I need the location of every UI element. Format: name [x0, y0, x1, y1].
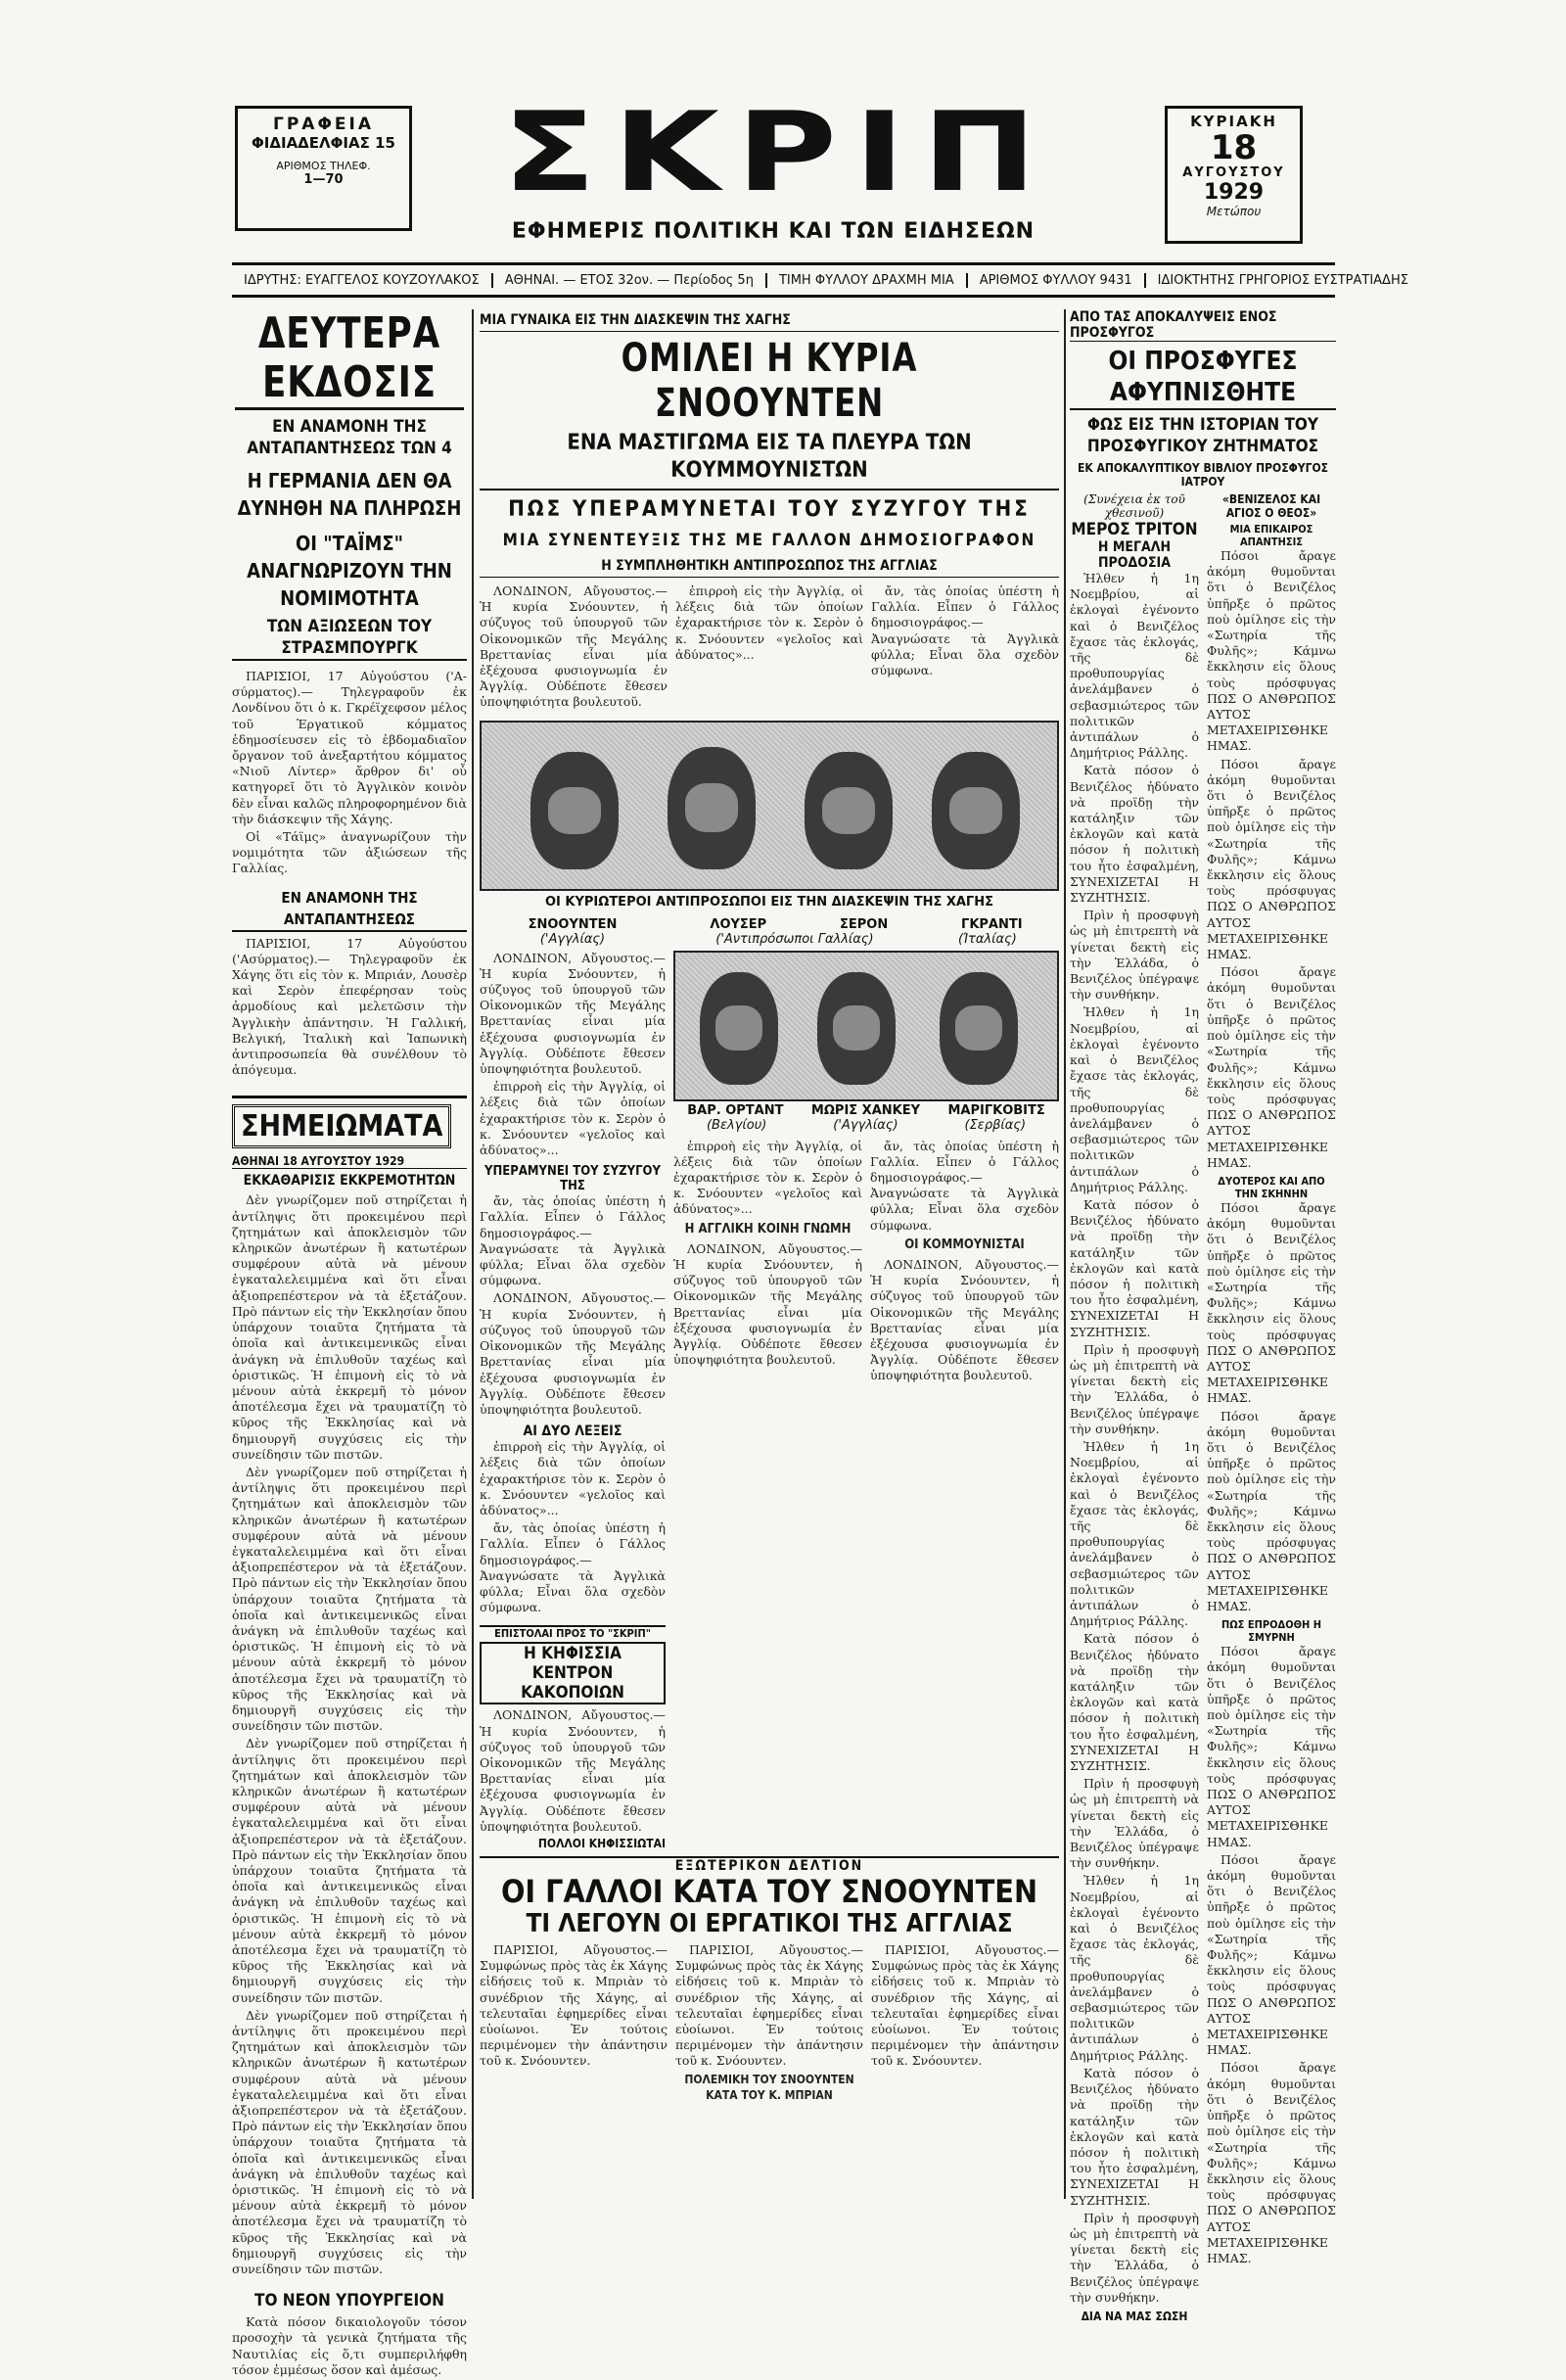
minister-title: ΤΟ ΝΕΟΝ ΥΠΟΥΡΓΕΙΟΝ [254, 2291, 444, 2311]
headline-2: ΕΝΑ ΜΑΣΤΙΓΩΜΑ ΕΙΣ ΤΑ ΠΛΕΥΡΑ ΤΩΝ ΚΟΥΜΜΟΥΝΙΣΤΩΝ [480, 430, 1059, 490]
continuation-note: (Συνέχεια ἐκ τοῦ χθεσινοῦ) [1083, 492, 1185, 520]
name-sub: ('Αγγλίας) [539, 931, 606, 947]
paragraph: ΛΟΝΔΙΝΟΝ, Αὔγουστος.— Ἡ κυρία Σνόουντεν, ἡ σύζυγος τοῦ ὑπουργοῦ τῶν Οἰκονομικῶν τῆς Μεγάλης Βρεττανίας εἶναι μία ἐξέχουσα φυσιογνωμία ἐν Ἀγγλίᾳ. Οὐδέποτε ἔθεσεν ὑποψηφιότητα βουλευτοῦ. [480, 1290, 666, 1417]
foreign-bulletin [480, 1856, 1059, 2103]
paragraph: ΛΟΝΔΙΝΟΝ, Αὔγουστος.— Ἡ κυρία Σνόουντεν, ἡ σύζυγος τοῦ ὑπουργοῦ τῶν Οἰκονομικῶν τῆς Μεγάλης Βρεττανίας εἶναι μία ἐξέχουσα φυσιογνωμία ἐν Ἀγγλίᾳ. Οὐδέποτε ἔθεσεν ὑποψηφιότητα βουλευτοῦ. [673, 1240, 862, 1368]
paragraph: Ἠλθεν ἡ 1η Νοεμβρίου, αἱ ἐκλογαὶ ἐγένοντο καὶ ὁ Βενιζέλος ἔχασε τὰς ἐκλογάς, τῆς δὲ προθυπουργίας ἀνελάμβανεν ὁ σεβασμιώτερος τῶν πολιτικῶν ἀντιπάλων ὁ Δημήτριος Ράλλης. [1070, 1873, 1199, 2063]
photo-text [673, 1139, 1059, 1386]
name-sub: (Ἰταλίας) [958, 931, 1017, 947]
offices-address: ΦΙΔΙΑΔΕΛΦΙΑΣ 15 [252, 134, 395, 152]
date-year: 1929 [1203, 180, 1265, 205]
part-label: ΜΕΡΟΣ ΤΡΙΤΟΝ [1071, 520, 1198, 539]
paragraph: Πρὶν ἡ προσφυγὴ ὡς μὴ ἐπιτρεπτὴ νὰ γίνεται δεκτὴ εἰς τὴν Ἑλλάδα, ὁ Βενιζέλος ὑπέγραψε τὴν συνθήκην. [1070, 1341, 1199, 1436]
minister-body [232, 2314, 467, 2378]
article-body [1207, 1200, 1336, 1614]
notes-title: ΣΗΜΕΙΩΜΑΤΑ [232, 1104, 451, 1148]
subheading: ΥΠΕΡΑΜΥΝΕΙ ΤΟΥ ΣΥΖΥΓΟΥ ΤΗΣ [484, 1164, 661, 1194]
letter-title: ΕΠΙΣΤΟΛΑΙ ΠΡΟΣ ΤΟ "ΣΚΡΙΠ" [494, 1627, 651, 1641]
column-center [480, 309, 1059, 2103]
headline-2: ΦΩΣ ΕΙΣ ΤΗΝ ΙΣΤΟΡΙΑΝ ΤΟΥ ΠΡΟΣΦΥΓΙΚΟΥ ΖΗΤΗΜΑΤΟΣ [1086, 415, 1319, 456]
letter-signature: ΠΟΛΛΟΙ ΚΗΦΙΣΣΙΩΤΑΙ [537, 1836, 666, 1850]
headline-5: ΕΝ ΑΝΑΜΟΝΗ ΤΗΣ ΑΝΤΑΠΑΝΤΗΣΕΩΣ [232, 887, 467, 932]
paragraph: ἄν, τὰς ὁποίας ὑπέστη ἡ Γαλλία. Εἶπεν ὁ Γάλλος δημοσιογράφος.— Ἀναγνώσατε τὰ Ἀγγλικὰ φύλλα; Εἶναι ὅλα σχεδὸν σύμφωνα. [480, 1520, 666, 1615]
article-body [480, 1193, 666, 1418]
main-headline: ΟΙ ΠΡΟΣΦΥΓΕΣ ΑΦΥΠΝΙΣΘΗΤΕ [1070, 346, 1336, 410]
headline-3: ΠΩΣ ΥΠΕΡΑΜΥΝΕΤΑΙ ΤΟΥ ΣΥΖΥΓΟΥ ΤΗΣ [508, 497, 1031, 522]
paragraph: Κατὰ πόσον ὁ Βενιζέλος ἠδύνατο νὰ προϊδῃ τὴν κατάληξιν τῶν ἐκλογῶν καὶ κατὰ πόσον ἡ πολιτικὴ του ἦτο ἐσφαλμένη, ΣΥΝΕΧΙΖΕΤΑΙ Η ΣΥΖΗΤΗΣΙΣ. [1070, 763, 1199, 906]
name-label: ΜΩΡΙΣ ΧΑΝΚΕΥ [810, 1102, 921, 1118]
subheading: ΠΟΛΕΜΙΚΗ ΤΟΥ ΣΝΟΟΥΝΤΕΝ ΚΑΤΑ ΤΟΥ Κ. ΜΠΡΙΑΝ [684, 2072, 854, 2102]
column-left [232, 309, 467, 2380]
photo-section [480, 917, 1059, 1618]
article-body [480, 951, 666, 1159]
paragraph: ἄν, τὰς ὁποίας ὑπέστη ἡ Γαλλία. Εἶπεν ὁ Γάλλος δημοσιογράφος.— Ἀναγνώσατε τὰ Ἀγγλικὰ φύλλα; Εἶναι ὅλα σχεδὸν σύμφωνα. [480, 1193, 666, 1288]
article-body [1207, 1644, 1336, 2266]
letter-body [480, 1707, 666, 1835]
paragraph: Πόσοι ἄραγε ἀκόμη θυμοῦνται ὅτι ὁ Βενιζέλος ὑπῆρξε ὁ πρῶτος ποὺ ὁμίλησε εἰς τὴν «Σωτηρία τῆς Φυλῆς»; Κάμνω ἔκκλησιν εἰς ὅλους τοὺς πρόσφυγας ΠΩΣ Ο ΑΝΘΡΩΠΟΣ ΑΥΤΟΣ ΜΕΤΑΧΕΙΡΙΣΘΗΚΕ ΗΜΑΣ. [1207, 548, 1336, 754]
photo-group [673, 917, 1059, 1618]
letter-box [480, 1625, 666, 1850]
paragraph: Πόσοι ἄραγε ἀκόμη θυμοῦνται ὅτι ὁ Βενιζέλος ὑπῆρξε ὁ πρῶτος ποὺ ὁμίλησε εἰς τὴν «Σωτηρία τῆς Φυλῆς»; Κάμνω ἔκκλησιν εἰς ὅλους τοὺς πρόσφυγας ΠΩΣ Ο ΑΝΘΡΩΠΟΣ ΑΥΤΟΣ ΜΕΤΑΧΕΙΡΙΣΘΗΚΕ ΗΜΑΣ. [1207, 1408, 1336, 1613]
city-year: ΑΘΗΝΑΙ. — ΕΤΟΣ 32ον. — Περίοδος 5η [493, 273, 767, 288]
info-bar [232, 262, 1408, 298]
owner: ΙΔΙΟΚΤΗΤΗΣ ΓΡΗΓΟΡΙΟΣ ΕΥΣΤΡΑΤΙΑΔΗΣ [1157, 272, 1408, 288]
edition-heading: ΔΕΥΤΕΡΑ ΕΚΔΟΣΙΣ [235, 309, 464, 410]
paragraph: Πόσοι ἄραγε ἀκόμη θυμοῦνται ὅτι ὁ Βενιζέλος ὑπῆρξε ὁ πρῶτος ποὺ ὁμίλησε εἰς τὴν «Σωτηρία τῆς Φυλῆς»; Κάμνω ἔκκλησιν εἰς ὅλους τοὺς πρόσφυγας ΠΩΣ Ο ΑΝΘΡΩΠΟΣ ΑΥΤΟΣ ΜΕΤΑΧΕΙΡΙΣΘΗΚΕ ΗΜΑΣ. [1207, 1199, 1336, 1406]
name-sub: (Βελγίου) [706, 1117, 767, 1133]
headline-4: ΜΙΑ ΣΥΝΕΝΤΕΥΞΙΣ ΤΗΣ ΜΕ ΓΑΛΛΟΝ ΔΗΜΟΣΙΟΓΡΑΦΟΝ [502, 531, 1036, 550]
paragraph: Ἠλθεν ἡ 1η Νοεμβρίου, αἱ ἐκλογαὶ ἐγένοντο καὶ ὁ Βενιζέλος ἔχασε τὰς ἐκλογάς, τῆς δὲ προθυπουργίας ἀνελάμβανεν ὁ σεβασμιώτερος τῶν πολιτικῶν ἀντιπάλων ὁ Δημήτριος Ράλλης. [1070, 1438, 1199, 1629]
headline-5: Η ΣΥΜΠΛΗΘΗΤΙΚΗ ΑΝΤΙΠΡΟΣΩΠΟΣ ΤΗΣ ΑΓΓΛΙΑΣ [480, 555, 1059, 578]
text-column [1070, 492, 1199, 2323]
paragraph: Ἠλθεν ἡ 1η Νοεμβρίου, αἱ ἐκλογαὶ ἐγένοντο καὶ ὁ Βενιζέλος ἔχασε τὰς ἐκλογάς, τῆς δὲ προθυπουργίας ἀνελάμβανεν ὁ σεβασμιώτερος τῶν πολιτικῶν ἀντιπάλων ὁ Δημήτριος Ράλλης. [1070, 1004, 1199, 1194]
paragraph: Πόσοι ἄραγε ἀκόμη θυμοῦνται ὅτι ὁ Βενιζέλος ὑπῆρξε ὁ πρῶτος ποὺ ὁμίλησε εἰς τὴν «Σωτηρία τῆς Φυλῆς»; Κάμνω ἔκκλησιν εἰς ὅλους τοὺς πρόσφυγας ΠΩΣ Ο ΑΝΘΡΩΠΟΣ ΑΥΤΟΣ ΜΕΤΑΧΕΙΡΙΣΘΗΚΕ ΗΜΑΣ. [1207, 964, 1336, 1170]
article-body [480, 583, 668, 713]
text-column [1207, 492, 1336, 2323]
paragraph: ΠΑΡΙΣΙΟΙ, 17 Αὐγούστου ('Ασύρματος).— Τηλεγραφοῦν ἐκ Χάγης ὅτι εἰς τὸν κ. Μπριάν, Λουσὲρ καὶ Σερὸν ἐπεφέρησαν τοὺς ἁρμοδίους καὶ μελετῶσιν τὴν Ἀγγλικὴν ἀπάντησιν. Ἡ Γαλλική, Βελγική, Ἰταλικὴ καὶ Ἰαπωνικὴ ἀντιπροσωπεία θὰ συνέλθουν τὸ ἀπόγευμα. [232, 935, 467, 1078]
name-label: ΓΚΡΑΝΤΙ [961, 916, 1023, 932]
paragraph: Οἱ «Τάϊμς» ἀναγνωρίζουν τὴν νομιμότητα τῶν ἀξιώσεων τῆς Γαλλίας. [232, 829, 467, 876]
paragraph: Δὲν γνωρίζομεν ποῦ στηρίζεται ἡ ἀντίληψις ὅτι προκειμένου περὶ ζητημάτων καὶ ἀποκλεισμὸν τῶν κληρικῶν ἀνωτέρων ἢ κατωτέρων συμφέρουν αὐτὰ νὰ μένουν ἐγκαταλελειμμένα καὶ ὅτι εἶναι ἀξιοπρεπέστερον νὰ τὰ ἐξετάζουν. Πρὸ πάντων εἰς τὴν Ἐκκλησίαν ὅπου ὑπάρχουν τοιαῦτα ζητήματα τὰ ὁποῖα καὶ ἀντικειμενικῶς εἶναι ἀνάγκη νὰ ἐπιλυθοῦν ταχέως καὶ ὁριστικῶς. Ἡ ἐπιμονὴ εἰς τὸ νὰ μένουν αὐτὰ ἐκκρεμῆ τὸ μόνον ἀποτέλεσμα ἔχει νὰ τραυματίζη τὸ κῦρος τῆς Ἐκκλησίας καὶ νὰ δημιουργῆ συγχύσεις εἰς τὴν συνείδησιν τῶν πιστῶν. [232, 1736, 467, 2005]
notes-section [232, 1096, 467, 2277]
newspaper-title: ΣΚΡΙΠ [502, 89, 1054, 216]
article-body [232, 669, 467, 877]
photo-delegates-top [480, 721, 1059, 891]
paragraph: Κατὰ πόσον ὁ Βενιζέλος ἠδύνατο νὰ προϊδῃ τὴν κατάληξιν τῶν ἐκλογῶν καὶ κατὰ πόσον ἡ πολιτικὴ του ἦτο ἐσφαλμένη, ΣΥΝΕΧΙΖΕΤΑΙ Η ΣΥΖΗΤΗΣΙΣ. [1070, 1196, 1199, 1339]
side-subtitle: ΜΙΑ ΕΠΙΚΑΙΡΟΣ ΑΠΑΝΤΗΣΙΣ [1229, 523, 1313, 548]
notes-date: ΑΘΗΝΑΙ 18 ΑΥΓΟΥΣΤΟΥ 1929 [232, 1154, 467, 1169]
article-body [673, 1139, 862, 1386]
bulletin-columns [480, 1942, 1059, 2103]
date-day: ΚΥΡΙΑΚΗ [1190, 113, 1277, 130]
headline-3: ΟΙ "ΤΑΪΜΣ" ΑΝΑΓΝΩΡΙΖΟΥΝ ΤΗΝ ΝΟΜΙΜΟΤΗΤΑ [247, 532, 452, 610]
article-body [871, 583, 1059, 713]
tagline: ΕΦΗΜΕΡΙΣ ΠΟΛΙΤΙΚΗ ΚΑΙ ΤΩΝ ΕΙΔΗΣΕΩΝ [511, 219, 1036, 244]
paragraph: ΛΟΝΔΙΝΟΝ, Αὔγουστος.— Ἡ κυρία Σνόουντεν, ἡ σύζυγος τοῦ ὑπουργοῦ τῶν Οἰκονομικῶν τῆς Μεγάλης Βρεττανίας εἶναι μία ἐξέχουσα φυσιογνωμία ἐν Ἀγγλίᾳ. Οὐδέποτε ἔθεσεν ὑποψηφιότητα βουλευτοῦ. [480, 583, 668, 710]
paragraph: ΛΟΝΔΙΝΟΝ, Αὔγουστος.— Ἡ κυρία Σνόουντεν, ἡ σύζυγος τοῦ ὑπουργοῦ τῶν Οἰκονομικῶν τῆς Μεγάλης Βρεττανίας εἶναι μία ἐξέχουσα φυσιογνωμία ἐν Ἀγγλίᾳ. Οὐδέποτε ἔθεσεν ὑποψηφιότητα βουλευτοῦ. [480, 1707, 666, 1834]
headline-4: ΤΩΝ ΑΞΙΩΣΕΩΝ ΤΟΥ ΣΤΡΑΣΜΠΟΥΡΓΚ [232, 616, 467, 661]
intro-columns [480, 583, 1059, 713]
paragraph: Δὲν γνωρίζομεν ποῦ στηρίζεται ἡ ἀντίληψις ὅτι προκειμένου περὶ ζητημάτων καὶ ἀποκλεισμὸν τῶν κληρικῶν ἀνωτέρων ἢ κατωτέρων συμφέρουν αὐτὰ νὰ μένουν ἐγκαταλελειμμένα καὶ ὅτι εἶναι ἀξιοπρεπέστερον νὰ τὰ ἐξετάζουν. Πρὸ πάντων εἰς τὴν Ἐκκλησίαν ὅπου ὑπάρχουν τοιαῦτα ζητήματα τὰ ὁποῖα καὶ ἀντικειμενικῶς εἶναι ἀνάγκη νὰ ἐπιλυθοῦν ταχέως καὶ ὁριστικῶς. Ἡ ἐπιμονὴ εἰς τὸ νὰ μένουν αὐτὰ ἐκκρεμῆ τὸ μόνον ἀποτέλεσμα ἔχει νὰ τραυματίζη τὸ κῦρος τῆς Ἐκκλησίας καὶ νὰ δημιουργῆ συγχύσεις εἰς τὴν συνείδησιν τῶν πιστῶν. [232, 1464, 467, 1734]
paragraph: ἐπιρροὴ εἰς τὴν Ἀγγλίᾳ, οἱ λέξεις διὰ τῶν ὁποίων ἐχαρακτήρισε τὸν κ. Σερὸν ὁ κ. Σνόουντεν «γελοῖος καὶ ἀδύνατος»... [673, 1138, 862, 1217]
paragraph: Πόσοι ἄραγε ἀκόμη θυμοῦνται ὅτι ὁ Βενιζέλος ὑπῆρξε ὁ πρῶτος ποὺ ὁμίλησε εἰς τὴν «Σωτηρία τῆς Φυλῆς»; Κάμνω ἔκκλησιν εἰς ὅλους τοὺς πρόσφυγας ΠΩΣ Ο ΑΝΘΡΩΠΟΣ ΑΥΤΟΣ ΜΕΤΑΧΕΙΡΙΣΘΗΚΕ ΗΜΑΣ. [1207, 2060, 1336, 2265]
paragraph: Πόσοι ἄραγε ἀκόμη θυμοῦνται ὅτι ὁ Βενιζέλος ὑπῆρξε ὁ πρῶτος ποὺ ὁμίλησε εἰς τὴν «Σωτηρία τῆς Φυλῆς»; Κάμνω ἔκκλησιν εἰς ὅλους τοὺς πρόσφυγας ΠΩΣ Ο ΑΝΘΡΩΠΟΣ ΑΥΤΟΣ ΜΕΤΑΧΕΙΡΙΣΘΗΚΕ ΗΜΑΣ. [1207, 1644, 1336, 1849]
text-column [480, 917, 666, 1618]
founder: ΙΔΡΥΤΗΣ: ΕΥΑΓΓΕΛΟΣ ΚΟΥΖΟΥΛΑΚΟΣ [232, 273, 493, 288]
name-label: ΛΟΥΣΕΡ [710, 916, 767, 932]
paragraph: Πόσοι ἄραγε ἀκόμη θυμοῦνται ὅτι ὁ Βενιζέλος ὑπῆρξε ὁ πρῶτος ποὺ ὁμίλησε εἰς τὴν «Σωτηρία τῆς Φυλῆς»; Κάμνω ἔκκλησιν εἰς ὅλους τοὺς πρόσφυγας ΠΩΣ Ο ΑΝΘΡΩΠΟΣ ΑΥΤΟΣ ΜΕΤΑΧΕΙΡΙΣΘΗΚΕ ΗΜΑΣ. [1207, 1851, 1336, 2058]
name-sub: (Σερβίας) [964, 1117, 1027, 1133]
side-subtitle: ΠΩΣ ΕΠΡΟΔΟΘΗ Η ΣΜΥΡΝΗ [1221, 1618, 1322, 1645]
paragraph: Ἠλθεν ἡ 1η Νοεμβρίου, αἱ ἐκλογαὶ ἐγένοντο καὶ ὁ Βενιζέλος ἔχασε τὰς ἐκλογάς, τῆς δὲ προθυπουργίας ἀνελάμβανεν ὁ σεβασμιώτερος τῶν πολιτικῶν ἀντιπάλων ὁ Δημήτριος Ράλλης. [1070, 571, 1199, 761]
main-headline: ΟΜΙΛΕΙ Η ΚΥΡΙΑ ΣΝΟΟΥΝΤΕΝ [621, 336, 918, 426]
name-label: ΜΑΡΙΓΚΟΒΙΤΣ [947, 1102, 1045, 1118]
article-body [480, 1439, 666, 1615]
article-body [675, 1942, 863, 2103]
paragraph: ἐπιρροὴ εἰς τὴν Ἀγγλίᾳ, οἱ λέξεις διὰ τῶν ὁποίων ἐχαρακτήρισε τὸν κ. Σερὸν ὁ κ. Σνόουντεν «γελοῖος καὶ ἀδύνατος»... [480, 1439, 666, 1517]
subheading: Η ΑΓΓΛΙΚΗ ΚΟΙΝΗ ΓΝΩΜΗ [684, 1221, 852, 1237]
offices-label: ΓΡΑΦΕΙΑ [273, 115, 374, 134]
bulletin-headline: ΟΙ ΓΑΛΛΟΙ ΚΑΤΑ ΤΟΥ ΣΝΟΟΥΝΤΕΝ [500, 1872, 1038, 1910]
headline-3: ΕΚ ΑΠΟΚΑΛΥΠΤΙΚΟΥ ΒΙΒΛΙΟΥ ΠΡΟΣΦΥΓΟΣ ΙΑΤΡΟΥ [1078, 461, 1328, 489]
price: ΤΙΜΗ ΦΥΛΛΟΥ ΔΡΑΧΜΗ ΜΙΑ [767, 273, 968, 288]
article-body [870, 1139, 1059, 1386]
paragraph: ΛΟΝΔΙΝΟΝ, Αὔγουστος.— Ἡ κυρία Σνόουντεν, ἡ σύζυγος τοῦ ὑπουργοῦ τῶν Οἰκονομικῶν τῆς Μεγάλης Βρεττανίας εἶναι μία ἐξέχουσα φυσιογνωμία ἐν Ἀγγλίᾳ. Οὐδέποτε ἔθεσεν ὑποψηφιότητα βουλευτοῦ. [480, 950, 666, 1077]
paragraph: Κατὰ πόσον ὁ Βενιζέλος ἠδύνατο νὰ προϊδῃ τὴν κατάληξιν τῶν ἐκλογῶν καὶ κατὰ πόσον ἡ πολιτικὴ του ἦτο ἐσφαλμένη, ΣΥΝΕΧΙΖΕΤΑΙ Η ΣΥΖΗΤΗΣΙΣ. [1070, 2065, 1199, 2208]
notes-body [232, 1192, 467, 2277]
article-body [871, 1942, 1059, 2103]
paragraph: Κατὰ πόσον δικαιολογοῦν τόσον προσοχὴν τὰ γενικὰ ζητήματα τῆς Ναυτιλίας εἰς ὅ,τι συμπεριλήφθη τόσον ἐμμέσως ὅσον καὶ ἀμέσως. [232, 2314, 467, 2377]
date-week: Μετώπου [1206, 205, 1262, 218]
paragraph: ΠΑΡΙΣΙΟΙ, Αὔγουστος.— Συμφώνως πρὸς τὰς ἐκ Χάγης εἰδήσεις τοῦ κ. Μπριὰν τὸ συνέδριον τῆς Χάγης, αἱ τελευταῖαι ἐφημερίδες εἶναι εὐοίωνοι. Ἐν τούτοις περιμένομεν τὴν ἀπάντησιν τοῦ κ. Σνόουντεν. [871, 1941, 1059, 2069]
column-rule [472, 309, 474, 2199]
closing-line: ΔΙΑ ΝΑ ΜΑΣ ΣΩΣΗ [1081, 2309, 1188, 2323]
column-right [1070, 309, 1336, 2323]
headline-2: Η ΓΕΡΜΑΝΙΑ ΔΕΝ ΘΑ ΔΥΝΗΘΗ ΝΑ ΠΛΗΡΩΣΗ [237, 469, 462, 520]
section-label: Η ΜΕΓΑΛΗ ΠΡΟΔΟΣΙΑ [1097, 539, 1172, 571]
paragraph: ΠΑΡΙΣΙΟΙ, Αὔγουστος.— Συμφώνως πρὸς τὰς ἐκ Χάγης εἰδήσεις τοῦ κ. Μπριὰν τὸ συνέδριον τῆς Χάγης, αἱ τελευταῖαι ἐφημερίδες εἶναι εὐοίωνοι. Ἐν τούτοις περιμένομεν τὴν ἀπάντησιν τοῦ κ. Σνόουντεν. [480, 1941, 668, 2069]
paragraph: ΛΟΝΔΙΝΟΝ, Αὔγουστος.— Ἡ κυρία Σνόουντεν, ἡ σύζυγος τοῦ ὑπουργοῦ τῶν Οἰκονομικῶν τῆς Μεγάλης Βρεττανίας εἶναι μία ἐξέχουσα φυσιογνωμία ἐν Ἀγγλίᾳ. Οὐδέποτε ἔθεσεν ὑποψηφιότητα βουλευτοῦ. [870, 1257, 1059, 1383]
paragraph: Πρὶν ἡ προσφυγὴ ὡς μὴ ἐπιτρεπτὴ νὰ γίνεται δεκτὴ εἰς τὴν Ἑλλάδα, ὁ Βενιζέλος ὑπέγραψε τὴν συνθήκην. [1070, 1776, 1199, 1871]
kicker: ΑΠΟ ΤΑΣ ΑΠΟΚΑΛΥΨΕΙΣ ΕΝΟΣ ΠΡΟΣΦΥΓΟΣ [1070, 309, 1336, 342]
notes-subhead: ΕΚΚΑΘΑΡΙΣΙΣ ΕΚΚΡΕΜΟΤΗΤΩΝ [243, 1173, 456, 1190]
photo-delegates-bottom [673, 951, 1059, 1101]
article-body [1207, 548, 1336, 1171]
name-row [673, 1103, 1059, 1118]
paragraph: Δὲν γνωρίζομεν ποῦ στηρίζεται ἡ ἀντίληψις ὅτι προκειμένου περὶ ζητημάτων καὶ ἀποκλεισμὸν τῶν κληρικῶν ἀνωτέρων ἢ κατωτέρων συμφέρουν αὐτὰ νὰ μένουν ἐγκαταλελειμμένα καὶ ὅτι εἶναι ἀξιοπρεπέστερον νὰ τὰ ἐξετάζουν. Πρὸ πάντων εἰς τὴν Ἐκκλησίαν ὅπου ὑπάρχουν τοιαῦτα ζητήματα τὰ ὁποῖα καὶ ἀντικειμενικῶς εἶναι ἀνάγκη νὰ ἐπιλυθοῦν ταχέως καὶ ὁριστικῶς. Ἡ ἐπιμονὴ εἰς τὸ νὰ μένουν αὐτὰ ἐκκρεμῆ τὸ μόνον ἀποτέλεσμα ἔχει νὰ τραυματίζη τὸ κῦρος τῆς Ἐκκλησίας καὶ νὰ δημιουργῆ συγχύσεις εἰς τὴν συνείδησιν τῶν πιστῶν. [232, 1192, 467, 1462]
date-month: ΑΥΓΟΥΣΤΟΥ [1182, 165, 1285, 180]
name-label: ΒΑΡ. ΟΡΤΑΝΤ [687, 1102, 784, 1118]
paragraph: Κατὰ πόσον ὁ Βενιζέλος ἠδύνατο νὰ προϊδῃ τὴν κατάληξιν τῶν ἐκλογῶν καὶ κατὰ πόσον ἡ πολιτικὴ του ἦτο ἐσφαλμένη, ΣΥΝΕΧΙΖΕΤΑΙ Η ΣΥΖΗΤΗΣΙΣ. [1070, 1631, 1199, 1774]
article-body [480, 1942, 668, 2103]
article-columns [1070, 492, 1336, 2323]
side-title: «ΒΕΝΙΖΕΛΟΣ ΚΑΙ ΑΓΙΟΣ Ο ΘΕΟΣ» [1221, 492, 1321, 520]
name-sub-row [673, 1118, 1059, 1133]
bulletin-subheadline: ΤΙ ΛΕΓΟΥΝ ΟΙ ΕΡΓΑΤΙΚΟΙ ΤΗΣ ΑΓΓΛΙΑΣ [526, 1908, 1013, 1938]
paragraph: ἐπιρροὴ εἰς τὴν Ἀγγλίᾳ, οἱ λέξεις διὰ τῶν ὁποίων ἐχαρακτήρισε τὸν κ. Σερὸν ὁ κ. Σνόουντεν «γελοῖος καὶ ἀδύνατος»... [480, 1079, 666, 1158]
side-subtitle: ΔΥΟΤΕΡΟΣ ΚΑΙ ΑΠΟ ΤΗΝ ΣΚΗΝΗΝ [1218, 1174, 1325, 1200]
date-box [1165, 106, 1303, 244]
subheading: ΑΙ ΔΥΟ ΛΕΞΕΙΣ [523, 1423, 622, 1440]
article-body [232, 936, 467, 1079]
paragraph: ΠΑΡΙΣΙΟΙ, 17 Αὐγούστου ('Α-σύρματος).— Τηλεγραφοῦν ἐκ Λονδίνου ὅτι ὁ κ. Γκρέϊχεφσον μέλος τοῦ Ἐργατικοῦ κόμματος ἐδημοσίευσεν εἰς τὸ ἐβδομαδιαῖον ὄργανον τοῦ ἀνεξαρτήτου κόμματος «Νιοῦ Λίντερ» ἄρθρον δι' οὗ κατηγορεῖ ὅτι τὸ Ἀγγλικὸν κοινὸν δὲν εἶναι καλῶς πληροφορημένον διὰ τὴν διάσκεψιν τῆς Χάγης. [232, 669, 467, 826]
paragraph: ἄν, τὰς ὁποίας ὑπέστη ἡ Γαλλία. Εἶπεν ὁ Γάλλος δημοσιογράφος.— Ἀναγνώσατε τὰ Ἀγγλικὰ φύλλα; Εἶναι ὅλα σχεδὸν σύμφωνα. [871, 583, 1059, 678]
paragraph: ΠΑΡΙΣΙΟΙ, Αὔγουστος.— Συμφώνως πρὸς τὰς ἐκ Χάγης εἰδήσεις τοῦ κ. Μπριὰν τὸ συνέδριον τῆς Χάγης, αἱ τελευταῖαι ἐφημερίδες εἶναι εὐοίωνοι. Ἐν τούτοις περιμένομεν τὴν ἀπάντησιν τοῦ κ. Σνόουντεν. [675, 1941, 863, 2069]
subheading: ΟΙ ΚΟΜΜΟΥΝΙΣΤΑΙ [904, 1237, 1025, 1252]
headline-1: ΕΝ ΑΝΑΜΟΝΗ ΤΗΣ ΑΝΤΑΠΑΝΤΗΣΕΩΣ ΤΩΝ 4 [247, 417, 452, 458]
phone-label: ΑΡΙΘΜΟΣ ΤΗΛΕΦ. [276, 160, 371, 172]
name-sub-row [673, 932, 1059, 947]
name-sub: ('Αντιπρόσωποι Γαλλίας) [715, 931, 874, 947]
paragraph: Δὲν γνωρίζομεν ποῦ στηρίζεται ἡ ἀντίληψις ὅτι προκειμένου περὶ ζητημάτων καὶ ἀποκλεισμὸν τῶν κληρικῶν ἀνωτέρων ἢ κατωτέρων συμφέρουν αὐτὰ νὰ μένουν ἐγκαταλελειμμένα καὶ ὅτι εἶναι ἀξιοπρεπέστερον νὰ τὰ ἐξετάζουν. Πρὸ πάντων εἰς τὴν Ἐκκλησίαν ὅπου ὑπάρχουν τοιαῦτα ζητήματα τὰ ὁποῖα καὶ ἀντικειμενικῶς εἶναι ἀνάγκη νὰ ἐπιλυθοῦν ταχέως καὶ ὁριστικῶς. Ἡ ἐπιμονὴ εἰς τὸ νὰ μένουν αὐτὰ ἐκκρεμῆ τὸ μόνον ἀποτέλεσμα ἔχει νὰ τραυματίζη τὸ κῦρος τῆς Ἐκκλησίας καὶ νὰ δημιουργῆ συγχύσεις εἰς τὴν συνείδησιν τῶν πιστῶν. [232, 2007, 467, 2277]
paragraph: Πρὶν ἡ προσφυγὴ ὡς μὴ ἐπιτρεπτὴ νὰ γίνεται δεκτὴ εἰς τὴν Ἑλλάδα, ὁ Βενιζέλος ὑπέγραψε τὴν συνθήκην. [1070, 2210, 1199, 2305]
column-rule [1064, 309, 1066, 2199]
name-sub: ('Αγγλίας) [833, 1117, 898, 1133]
name-row [673, 917, 1059, 932]
paragraph: Πόσοι ἄραγε ἀκόμη θυμοῦνται ὅτι ὁ Βενιζέλος ὑπῆρξε ὁ πρῶτος ποὺ ὁμίλησε εἰς τὴν «Σωτηρία τῆς Φυλῆς»; Κάμνω ἔκκλησιν εἰς ὅλους τοὺς πρόσφυγας ΠΩΣ Ο ΑΝΘΡΩΠΟΣ ΑΥΤΟΣ ΜΕΤΑΧΕΙΡΙΣΘΗΚΕ ΗΜΑΣ. [1207, 756, 1336, 962]
kicker: ΜΙΑ ΓΥΝΑΙΚΑ ΕΙΣ ΤΗΝ ΔΙΑΣΚΕΨΙΝ ΤΗΣ ΧΑΓΗΣ [480, 309, 1059, 332]
article-body [675, 583, 863, 713]
name-label: ΣΝΟΟΥΝΤΕΝ [528, 916, 618, 932]
name-label: ΣΕΡΟΝ [840, 916, 889, 932]
article-body [1070, 571, 1199, 2306]
offices-box [235, 106, 412, 231]
masthead [0, 89, 1566, 256]
paragraph: Πρὶν ἡ προσφυγὴ ὡς μὴ ἐπιτρεπτὴ νὰ γίνεται δεκτὴ εἰς τὴν Ἑλλάδα, ὁ Βενιζέλος ὑπέγραψε τὴν συνθήκην. [1070, 908, 1199, 1003]
letter-headline: Η ΚΗΦΙΣΣΙΑ ΚΕΝΤΡΟΝ ΚΑΚΟΠΟΙΩΝ [480, 1642, 666, 1704]
phone-number: 1—70 [303, 172, 344, 187]
photo-caption: ΟΙ ΚΥΡΙΩΤΕΡΟΙ ΑΝΤΙΠΡΟΣΩΠΟΙ ΕΙΣ ΤΗΝ ΔΙΑΣΚΕΨΙΝ ΤΗΣ ΧΑΓΗΣ [545, 894, 993, 910]
date-number: 18 [1210, 128, 1258, 167]
paragraph: ἐπιρροὴ εἰς τὴν Ἀγγλίᾳ, οἱ λέξεις διὰ τῶν ὁποίων ἐχαρακτήρισε τὸν κ. Σερὸν ὁ κ. Σνόουντεν «γελοῖος καὶ ἀδύνατος»... [675, 583, 863, 662]
bulletin-kicker: ΕΞΩΤΕΡΙΚΟΝ ΔΕΛΤΙΟΝ [674, 1857, 864, 1874]
issue-number: ΑΡΙΘΜΟΣ ΦΥΛΛΟΥ 9431 [968, 273, 1146, 288]
paragraph: ἄν, τὰς ὁποίας ὑπέστη ἡ Γαλλία. Εἶπεν ὁ Γάλλος δημοσιογράφος.— Ἀναγνώσατε τὰ Ἀγγλικὰ φύλλα; Εἶναι ὅλα σχεδὸν σύμφωνα. [870, 1138, 1059, 1233]
